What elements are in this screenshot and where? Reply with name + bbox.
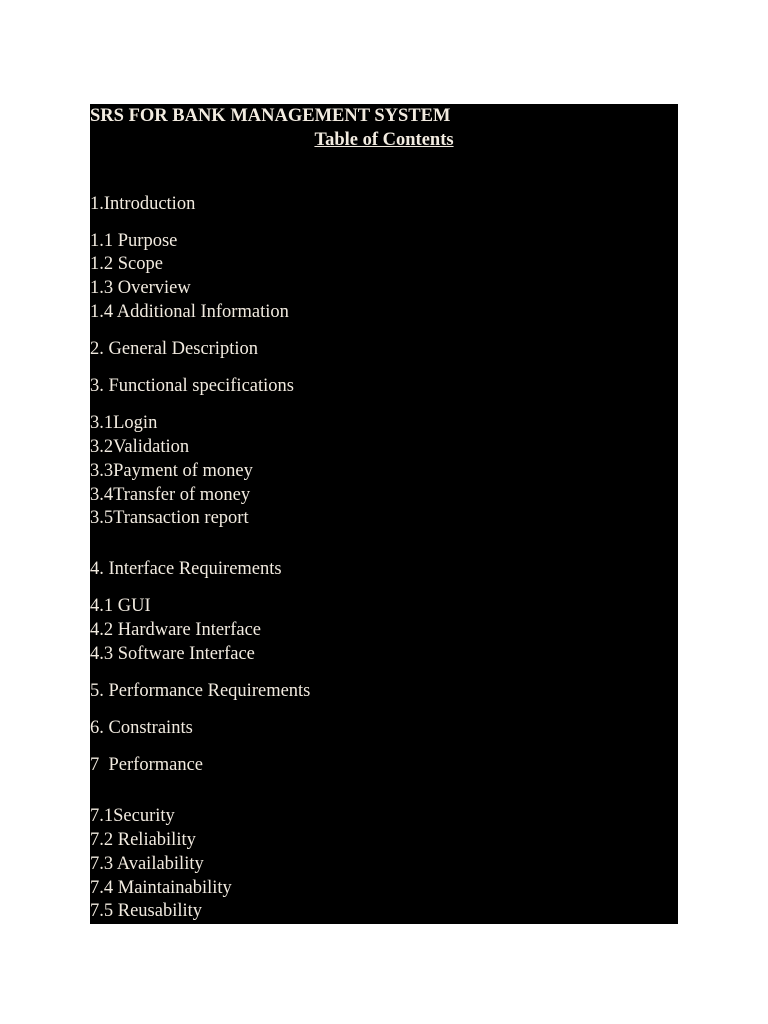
toc-line-gui: 4.1 GUI (90, 596, 151, 616)
toc-line-performance-requirements: 5. Performance Requirements (90, 681, 311, 701)
toc-line-additional-information: 1.4 Additional Information (90, 302, 289, 322)
toc-line-general-description: 2. General Description (90, 339, 258, 359)
toc-line-security: 7.1Security (90, 806, 175, 826)
toc-line-reusability: 7.5 Reusability (90, 901, 203, 921)
document-title: SRS FOR BANK MANAGEMENT SYSTEM (90, 106, 451, 126)
toc-heading (90, 129, 678, 153)
toc-line-overview: 1.3 Overview (90, 278, 191, 298)
toc-line-constraints: 6. Constraints (90, 718, 193, 738)
toc-line-functional-specifications: 3. Functional specifications (90, 376, 294, 396)
toc-line-interface-requirements: 4. Interface Requirements (90, 559, 282, 579)
toc-line-login: 3.1Login (90, 413, 158, 433)
toc-line-transaction-report: 3.5Transaction report (90, 508, 249, 528)
toc-line-validation: 3.2Validation (90, 437, 190, 457)
toc-heading-text: Table of Contents (314, 130, 454, 150)
toc-line-availability: 7.3 Availability (90, 854, 204, 874)
toc-line-scope: 1.2 Scope (90, 254, 163, 274)
toc-line-reliability: 7.2 Reliability (90, 830, 196, 850)
toc-line-software-interface: 4.3 Software Interface (90, 644, 255, 664)
toc-line-payment-of-money: 3.3Payment of money (90, 461, 253, 481)
toc-line-introduction: 1.Introduction (90, 194, 196, 214)
toc-line-hardware-interface: 4.2 Hardware Interface (90, 620, 262, 640)
toc-line-performance: 7 Performance (90, 755, 204, 775)
document-page (90, 104, 678, 924)
toc-line-transfer-of-money: 3.4Transfer of money (90, 485, 251, 505)
toc-line-purpose: 1.1 Purpose (90, 231, 178, 251)
toc-line-maintainability: 7.4 Maintainability (90, 878, 232, 898)
